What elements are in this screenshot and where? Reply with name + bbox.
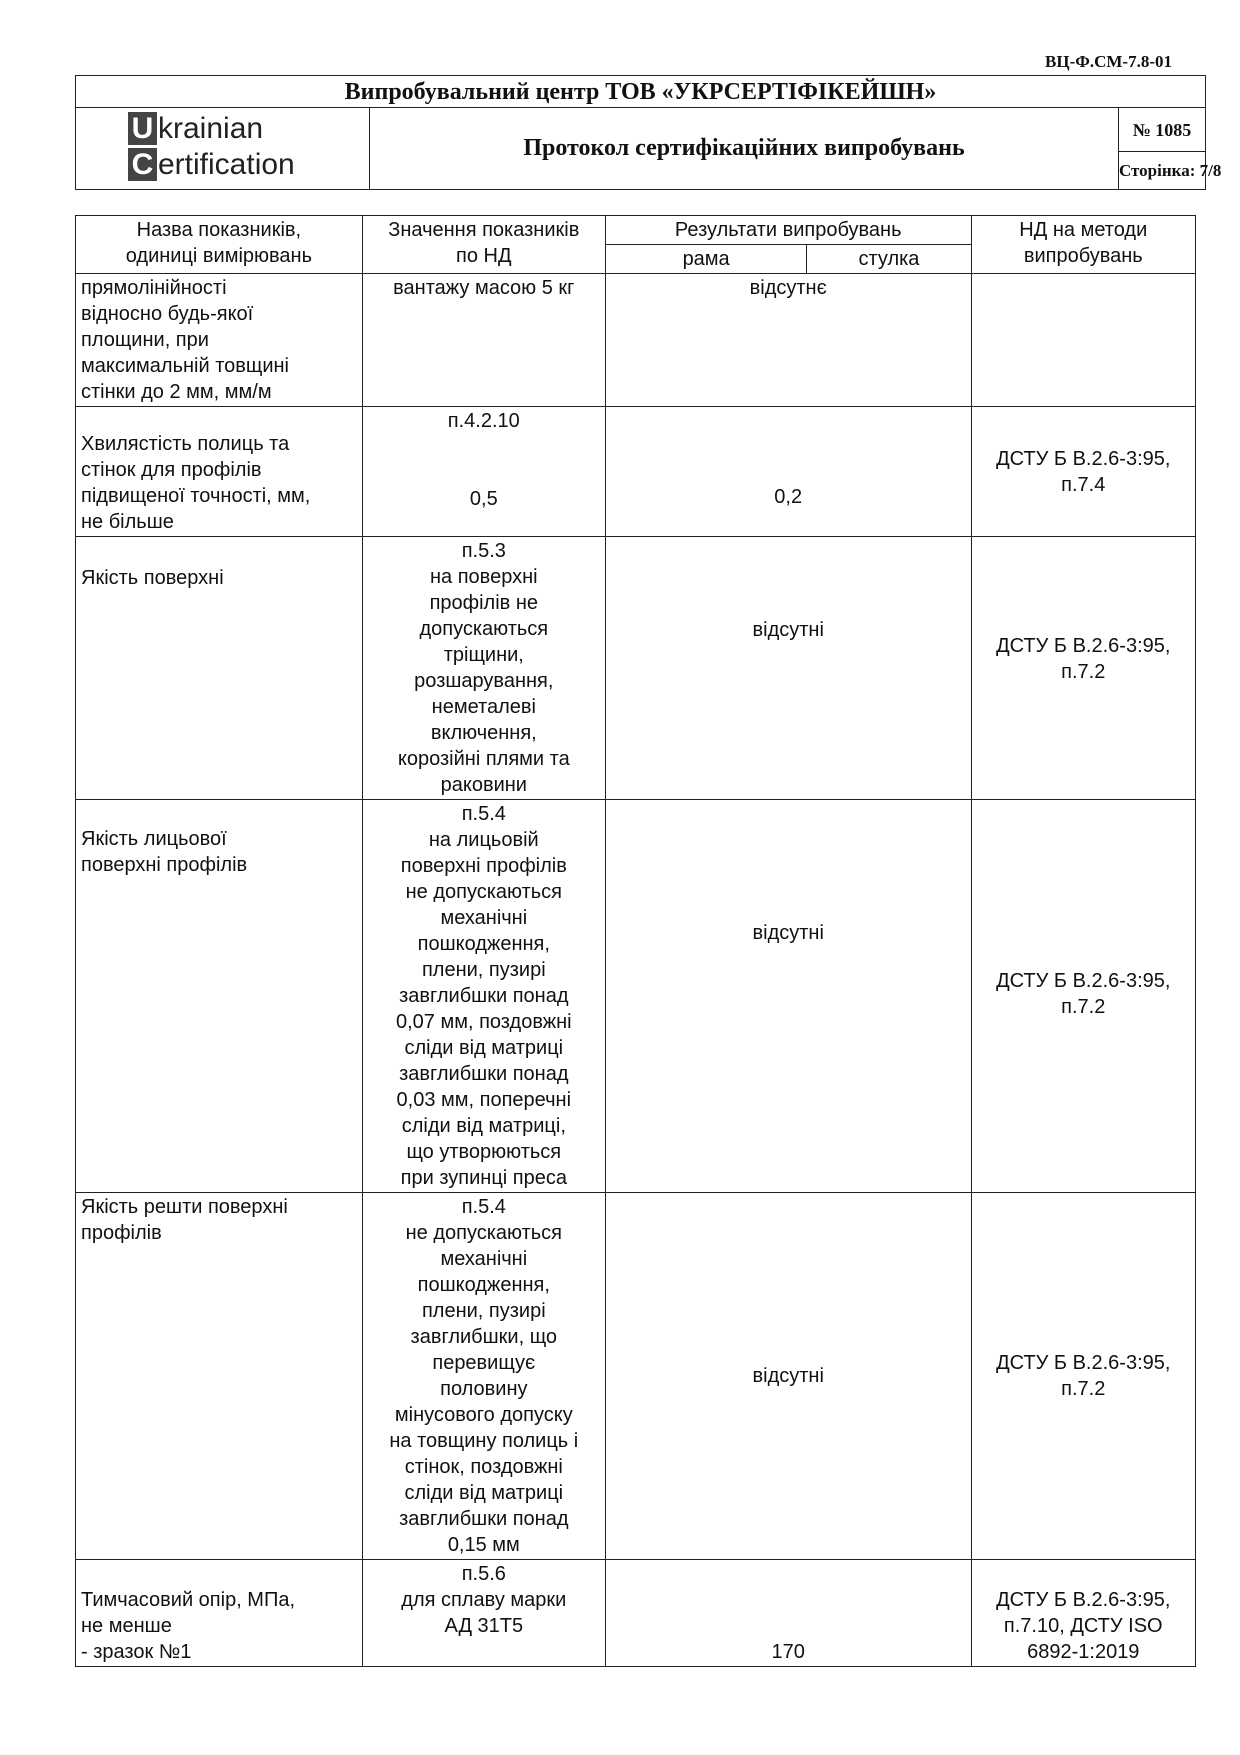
row-name: Якість лицьової поверхні профілів	[76, 800, 363, 1193]
row-method: ДСТУ Б В.2.6-3:95, п.7.2	[971, 800, 1195, 1193]
row-method	[971, 274, 1195, 407]
row-result: відсутні	[605, 537, 971, 800]
row-result: відсутні	[605, 800, 971, 1193]
row-nd-value: п.5.6 для сплаву марки АД 31Т5	[362, 1560, 605, 1667]
row-result: 170	[605, 1560, 971, 1667]
row-name: Якість поверхні	[76, 537, 363, 800]
row-result: відсутнє	[605, 274, 971, 407]
protocol-title: Протокол сертифікаційних випробувань	[370, 108, 1119, 189]
col-header-method: НД на методи випробувань	[971, 216, 1195, 274]
logo-letter-c: C	[128, 148, 157, 181]
company-logo	[76, 108, 370, 189]
col-header-frame: рама	[605, 245, 807, 274]
table-row	[76, 1193, 1196, 1560]
row-method: ДСТУ Б В.2.6-3:95, п.7.2	[971, 537, 1195, 800]
table-row	[76, 800, 1196, 1193]
row-nd-value: п.4.2.10 0,5	[362, 407, 605, 537]
row-nd-value: п.5.4 не допускаються механічні пошкодження, плени, пузирі завглибшки, що перевищує половину мінусового допуску на товщину полиць і стінок, поздовжні сліди від матриці завглибшки понад 0,15 мм	[362, 1193, 605, 1560]
results-table	[75, 215, 1196, 1667]
table-row	[76, 407, 1196, 537]
row-result: 0,2	[605, 407, 971, 537]
col-header-post: стулка	[807, 245, 971, 274]
logo-text-certification: ertification	[158, 148, 295, 181]
row-result: відсутні	[605, 1193, 971, 1560]
row-method: ДСТУ Б В.2.6-3:95, п.7.4	[971, 407, 1195, 537]
col-header-name: Назва показників, одиниці вимірювань	[76, 216, 363, 274]
protocol-number: № 1085	[1119, 108, 1205, 152]
table-row	[76, 274, 1196, 407]
row-nd-value: п.5.4 на лицьовій поверхні профілів не допускаються механічні пошкодження, плени, пузирі завглибшки понад 0,07 мм, поздовжні сліди від матриці завглибшки понад 0,03 мм, поперечні сліди від матриці, що утворюються при зупинці преса	[362, 800, 605, 1193]
page-indicator: Сторінка: 7/8	[1119, 161, 1222, 180]
row-name: Якість решти поверхні профілів	[76, 1193, 363, 1560]
logo-line-ukrainian	[128, 112, 263, 145]
form-code: ВЦ-Ф.СМ-7.8-01	[1045, 52, 1172, 71]
center-title: Випробувальний центр ТОВ «УКРСЕРТІФІКЕЙШН»	[76, 76, 1205, 108]
row-name: Хвилястість полиць та стінок для профілів підвищеної точності, мм, не більше	[76, 407, 363, 537]
row-nd-value: вантажу масою 5 кг	[362, 274, 605, 407]
table-row	[76, 1560, 1196, 1667]
logo-line-certification	[128, 148, 295, 181]
table-row	[76, 537, 1196, 800]
row-name: Тимчасовий опір, МПа, не менше - зразок №1	[76, 1560, 363, 1667]
row-name: прямолінійності відносно будь-якої площини, при максимальній товщині стінки до 2 мм, мм/м	[76, 274, 363, 407]
document-header	[75, 75, 1222, 190]
row-nd-value: п.5.3 на поверхні профілів не допускаються тріщини, розшарування, неметалеві включення, корозійні плями та раковини	[362, 537, 605, 800]
col-header-nd-value: Значення показників по НД	[362, 216, 605, 274]
col-header-results: Результати випробувань	[605, 216, 971, 245]
logo-letter-u: U	[128, 112, 157, 145]
table-header-row	[76, 216, 1196, 245]
row-method: ДСТУ Б В.2.6-3:95, п.7.10, ДСТУ ISO 6892-1:2019	[971, 1560, 1195, 1667]
logo-text-ukrainian: krainian	[158, 112, 264, 145]
row-method: ДСТУ Б В.2.6-3:95, п.7.2	[971, 1193, 1195, 1560]
